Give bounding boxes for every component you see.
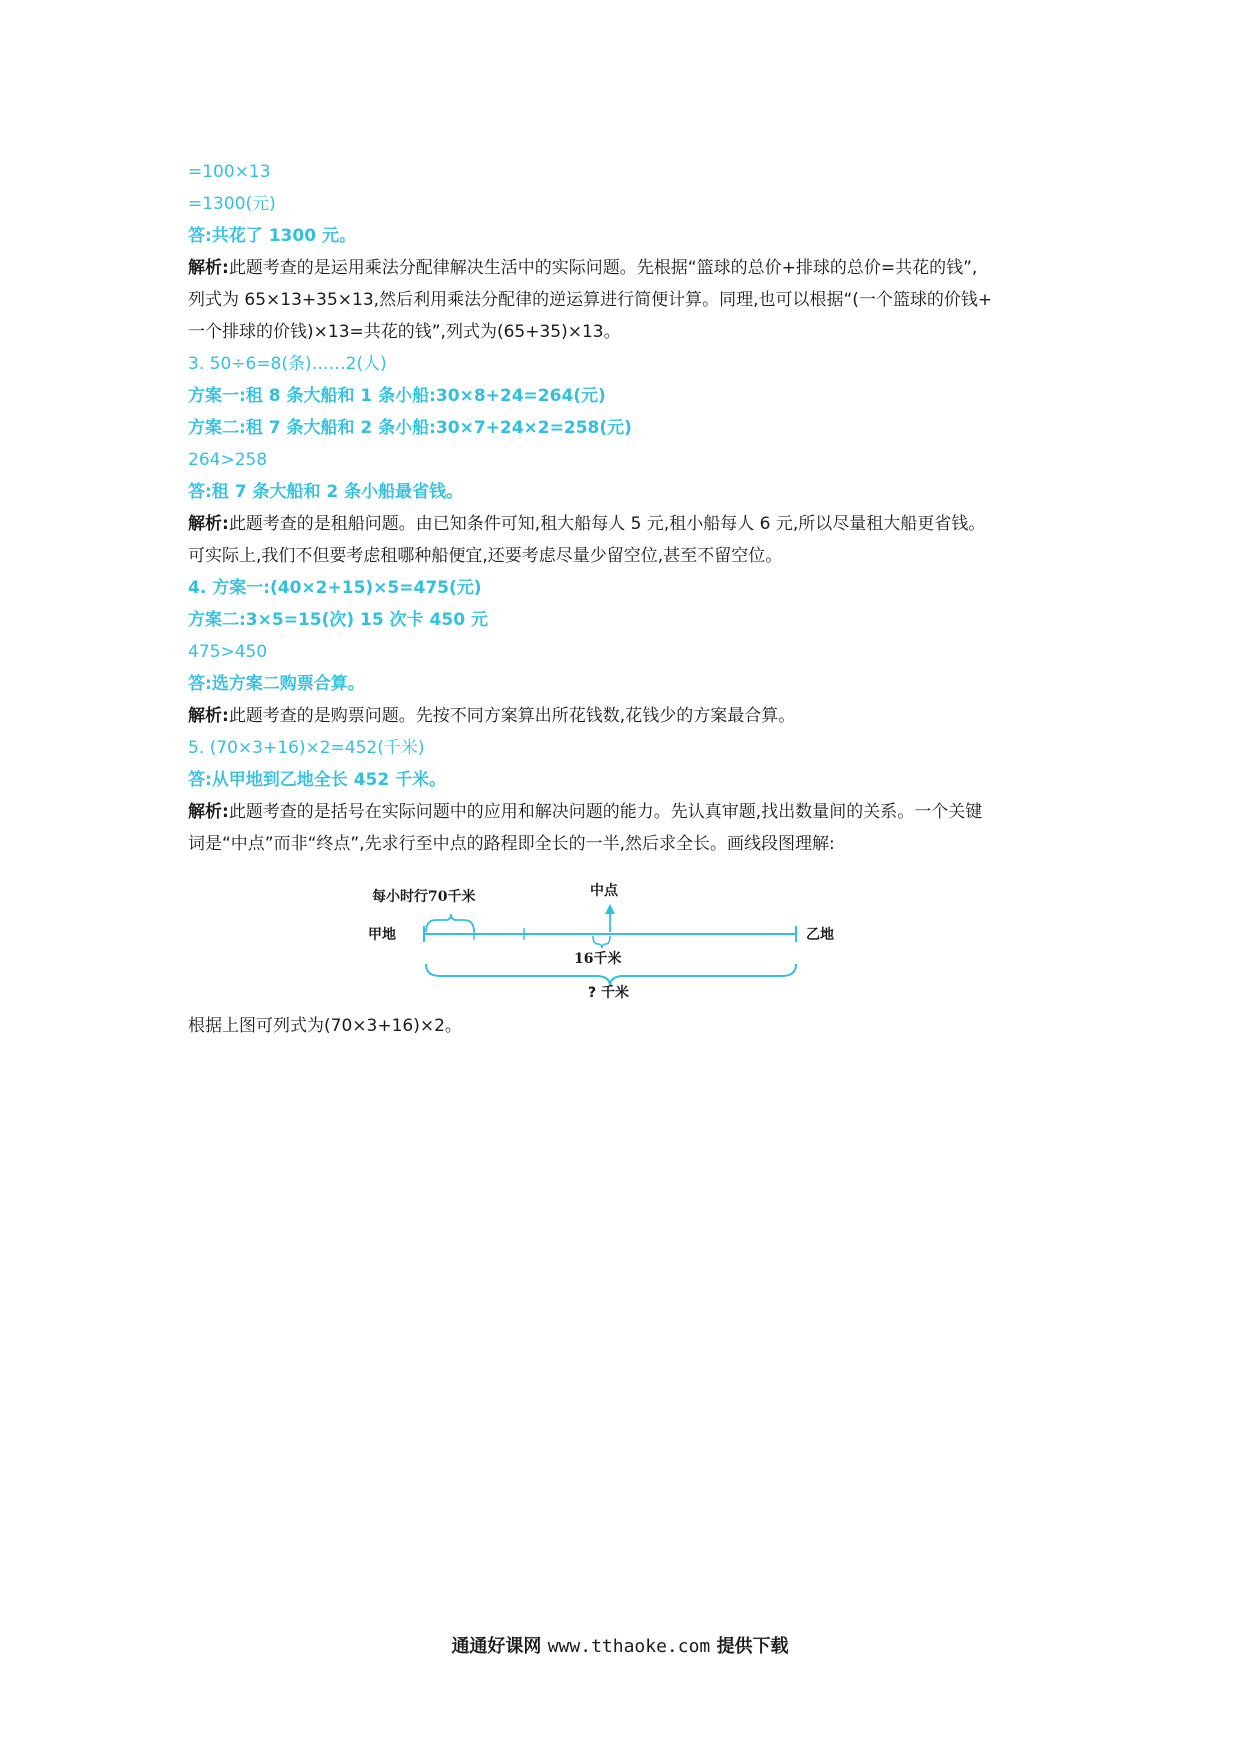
- analysis-label: 解析:: [188, 514, 229, 534]
- analysis-line: [188, 700, 1068, 732]
- analysis-text: 此题考查的是运用乘法分配律解决生活中的实际问题。先根据“篮球的总价+排球的总价=共花的钱”,: [228, 258, 978, 278]
- analysis-text: 此题考查的是括号在实际问题中的应用和解决问题的能力。先认真审题,找出数量间的关系。一个关键: [228, 802, 983, 822]
- analysis-line: 列式为 65×13+35×13,然后利用乘法分配律的逆运算进行简便计算。同理,也可以根据“(一个篮球的价钱+: [188, 290, 993, 310]
- answer-line: 答:租 7 条大船和 2 条小船最省钱。: [188, 482, 464, 502]
- analysis-label: 解析:: [188, 706, 229, 726]
- analysis-label: 解析:: [188, 258, 229, 278]
- answer-line: 答:选方案二购票合算。: [188, 674, 365, 694]
- total-label: ? 千米: [588, 985, 629, 1001]
- analysis-line: 一个排球的价钱)×13=共花的钱”,列式为(65+35)×13。: [188, 322, 621, 342]
- answer-line: 答:共花了 1300 元。: [188, 226, 356, 246]
- speed-label: 每小时行70千米: [372, 889, 476, 905]
- analysis-line: 可实际上,我们不但要考虑租哪种船便宜,还要考虑尽量少留空位,甚至不留空位。: [188, 546, 783, 566]
- start-label: 甲地: [368, 927, 396, 943]
- question-5-line: 5. (70×3+16)×2=452(千米): [188, 738, 425, 758]
- site-url: www.tthaoke.com: [547, 1636, 711, 1657]
- distance-brace: [593, 936, 610, 948]
- analysis-text: 此题考查的是购票问题。先按不同方案算出所花钱数,花钱少的方案最合算。: [228, 706, 796, 726]
- calc-line: =1300(元): [188, 194, 276, 214]
- plan-line: 方案一:租 8 条大船和 1 条小船:30×8+24=264(元): [188, 386, 606, 406]
- answer-line: 答:从甲地到乙地全长 452 千米。: [188, 770, 447, 790]
- site-name: 通通好课网: [451, 1636, 542, 1657]
- arrow-up-icon: [605, 904, 615, 914]
- calc-line: =100×13: [188, 162, 271, 182]
- compare-line: 264>258: [188, 450, 268, 470]
- end-label: 乙地: [806, 927, 834, 943]
- compare-line: 475>450: [188, 642, 268, 662]
- analysis-line: [188, 252, 1068, 284]
- line-segment-diagram: [188, 860, 1068, 1010]
- plan-line: 方案二:3×5=15(次) 15 次卡 450 元: [188, 610, 488, 630]
- question-4-line: 4. 方案一:(40×2+15)×5=475(元): [188, 578, 482, 598]
- page-footer: [0, 1632, 1240, 1658]
- distance-label: 16千米: [574, 951, 622, 967]
- answer-content: [188, 156, 1068, 1042]
- analysis-label: 解析:: [188, 802, 229, 822]
- plan-line: 方案二:租 7 条大船和 2 条小船:30×7+24×2=258(元): [188, 418, 632, 438]
- speed-brace: [426, 914, 474, 932]
- question-3-line: 3. 50÷6=8(条)……2(人): [188, 354, 387, 374]
- analysis-line: [188, 508, 1068, 540]
- midpoint-label: 中点: [590, 883, 618, 899]
- footer-suffix: 提供下载: [716, 1636, 789, 1657]
- analysis-line: [188, 796, 1068, 828]
- conclusion-line: 根据上图可列式为(70×3+16)×2。: [188, 1016, 462, 1036]
- analysis-line: 词是“中点”而非“终点”,先求行至中点的路程即全长的一半,然后求全长。画线段图理解:: [188, 834, 835, 854]
- analysis-text: 此题考查的是租船问题。由已知条件可知,租大船每人 5 元,租小船每人 6 元,所以尽量租大船更省钱。: [228, 514, 986, 534]
